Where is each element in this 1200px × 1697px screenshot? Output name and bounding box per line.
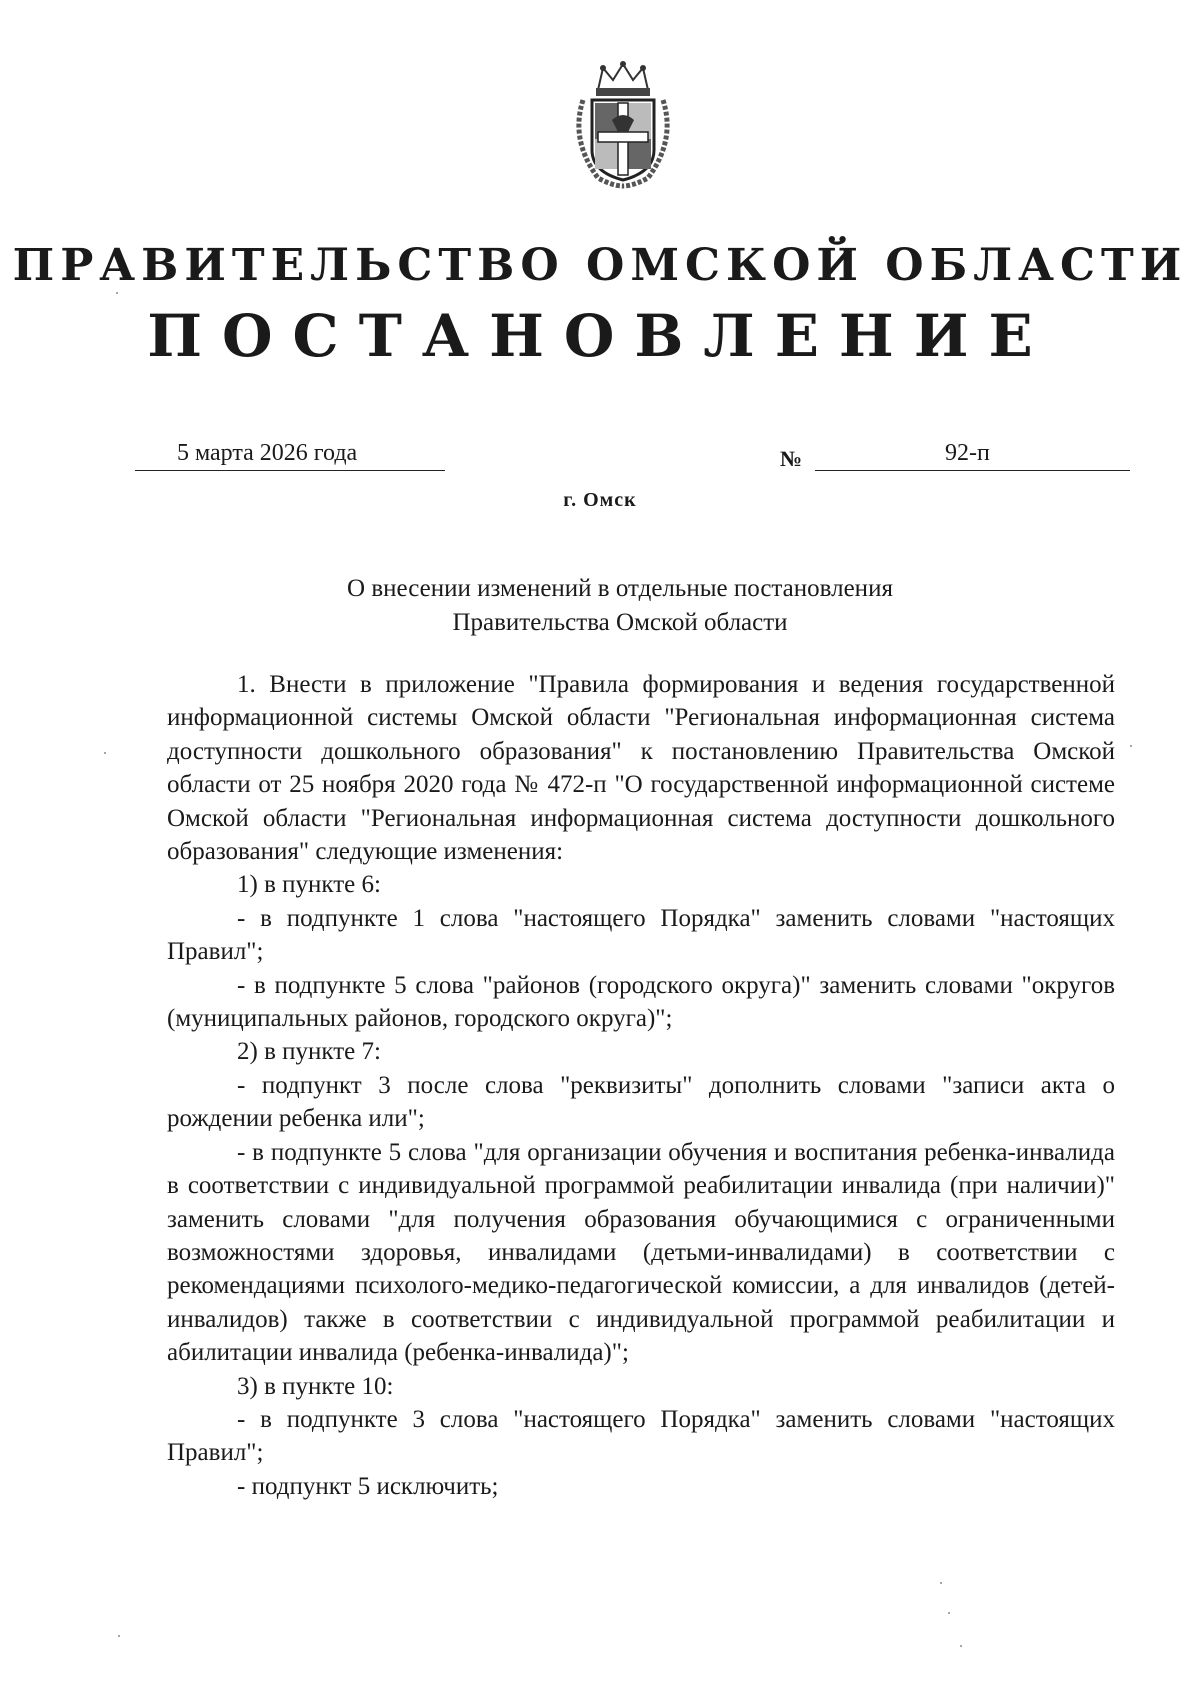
body-paragraph: - в подпункте 3 слова "настоящего Порядка" заменить словами "настоящих Правил"; xyxy=(167,1405,1115,1467)
scan-speck xyxy=(1130,745,1132,747)
body-paragraph: 2) в пункте 7: xyxy=(237,1038,381,1066)
body-paragraph: 1) в пункте 6: xyxy=(237,871,381,899)
scan-speck xyxy=(940,1582,942,1584)
city-label: г. Омск xyxy=(563,489,637,511)
number-label: № xyxy=(780,446,803,471)
body-paragraph: 3) в пункте 10: xyxy=(237,1372,394,1400)
document-body xyxy=(167,668,1115,1503)
scan-speck xyxy=(118,1635,120,1637)
body-paragraph: 1. Внести в приложение "Правила формирования и ведения государственной информационной системы Омской области "Региональная информационная система доступности дошкольного образования" к постановлению Правительства Омской области от 25 ноября 2020 года № 472-п "О государственной информационной системе Омской области "Региональная информационная система доступности дошкольного образования" следующие изменения: xyxy=(167,671,1115,866)
scan-speck xyxy=(948,1612,950,1614)
body-paragraph: - подпункт 5 исключить; xyxy=(237,1472,499,1500)
subject-line-1: О внесении изменений в отдельные постановления xyxy=(347,575,893,602)
document-subject xyxy=(200,572,1040,640)
date-field xyxy=(135,440,445,471)
document-type-title: ПОСТАНОВЛЕНИЕ xyxy=(147,302,1053,370)
scan-speck xyxy=(104,752,106,754)
coat-of-arms-icon xyxy=(568,60,678,190)
body-paragraph: - в подпункте 1 слова "настоящего Порядка" заменить словами "настоящих Правил"; xyxy=(167,904,1115,966)
body-paragraph: - в подпункте 5 слова "районов (городского округа)" заменить словами "округов (муниципальных районов, городского округа)"; xyxy=(167,971,1115,1033)
number-field xyxy=(815,440,1130,471)
subject-line-2: Правительства Омской области xyxy=(452,609,788,636)
body-paragraph: - в подпункте 5 слова "для организации обучения и воспитания ребенка-инвалида в соответствии с индивидуальной программой реабилитации инвалида (при наличии)" заменить словами "для получения образования обучающимися с ограниченными возможностями здоровья, инвалидами (детьми-инвалидами) в соответствии с рекомендациями психолого-медико-педагогической комиссии, а для инвалидов (детей-инвалидов) также в соответствии с индивидуальной программой реабилитации и абилитации инвалида (ребенка-инвалида)"; xyxy=(167,1138,1115,1367)
scan-speck xyxy=(116,292,118,294)
government-title: ПРАВИТЕЛЬСТВО ОМСКОЙ ОБЛАСТИ xyxy=(12,240,1188,291)
body-paragraph: - подпункт 3 после слова "реквизиты" дополнить словами "записи акта о рождении ребенка или"; xyxy=(167,1071,1115,1133)
document-number: 92-п xyxy=(945,440,990,466)
scan-speck xyxy=(960,1645,962,1647)
document-date: 5 марта 2026 года xyxy=(177,440,358,466)
